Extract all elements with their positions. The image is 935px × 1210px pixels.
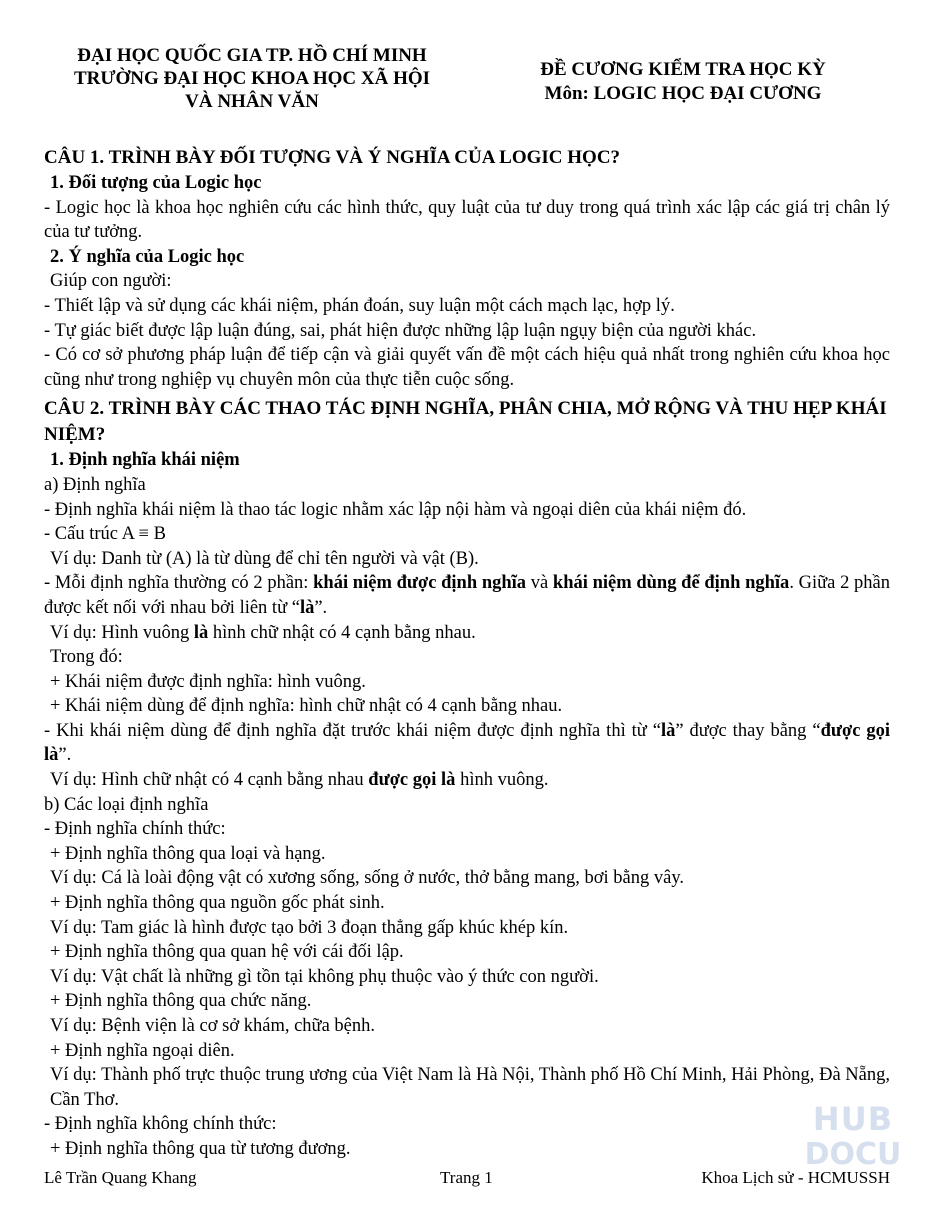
question-2-title: CÂU 2. TRÌNH BÀY CÁC THAO TÁC ĐỊNH NGHĨA, PHÂN CHIA, MỞ RỘNG VÀ THU HẸP KHÁI NIỆM?: [44, 398, 887, 446]
q2-informal-plus: + Định nghĩa thông qua từ tương đương.: [50, 1138, 351, 1159]
q1-item-2: - Tự giác biết được lập luận đúng, sai, phát hiện được những lập luận ngụy biện của người khác.: [44, 320, 757, 341]
q2-type-5: + Định nghĩa ngoại diên.: [50, 1040, 235, 1061]
q2-section-1-heading: 1. Định nghĩa khái niệm: [50, 450, 240, 471]
footer-page-number: Trang 1: [440, 1168, 493, 1187]
exam-title: ĐỀ CƯƠNG KIỂM TRA HỌC KỲ: [540, 59, 826, 80]
q2-type-4: + Định nghĩa thông qua chức năng.: [50, 991, 312, 1012]
q2-type-3: + Định nghĩa thông qua quan hệ với cái đối lập.: [50, 942, 404, 963]
q2-type-2: + Định nghĩa thông qua nguồn gốc phát sinh.: [50, 893, 385, 914]
q2-structure: - Cấu trúc A ≡ B: [44, 524, 166, 545]
q2-formal: - Định nghĩa chính thức:: [44, 819, 226, 840]
q2-parts: - Mỗi định nghĩa thường có 2 phần: khái niệm được định nghĩa và khái niệm dùng để định nghĩa. Giữa 2 phần được kết nối với nhau bởi liên từ “là”.: [44, 573, 890, 618]
q1-item-1: - Thiết lập và sử dụng các khái niệm, phán đoán, suy luận một cách mạch lạc, hợp lý.: [44, 295, 675, 316]
q2-type-1: + Định nghĩa thông qua loại và hạng.: [50, 843, 326, 864]
q2-type-4-example: Ví dụ: Bệnh viện là cơ sở khám, chữa bệnh.: [50, 1016, 376, 1036]
subject-title: Môn: LOGIC HỌC ĐẠI CƯƠNG: [544, 83, 822, 104]
q2-sub-b: b) Các loại định nghĩa: [44, 794, 209, 815]
q1-section-1-heading: 1. Đối tượng của Logic học: [50, 173, 262, 193]
university-line-2: TRƯỜNG ĐẠI HỌC KHOA HỌC XÃ HỘI: [73, 68, 431, 89]
question-1-title: CÂU 1. TRÌNH BÀY ĐỐI TƯỢNG VÀ Ý NGHĨA CỦA LOGIC HỌC?: [44, 147, 621, 168]
q2-type-1-example: Ví dụ: Cá là loài động vật có xương sống, sống ở nước, thở bằng mang, bơi bằng vây.: [50, 868, 684, 889]
q2-example-1: Ví dụ: Danh từ (A) là từ dùng để chỉ tên người và vật (B).: [50, 548, 479, 569]
q2-type-5-example: Ví dụ: Thành phố trực thuộc trung ương của Việt Nam là Hà Nội, Thành phố Hồ Chí Minh, Hải Phòng, Đà Nẵng, Cần Thơ.: [50, 1065, 890, 1110]
q1-section-1-text: - Logic học là khoa học nghiên cứu các hình thức, quy luật của tư duy trong quá trình xác lập các giá trị chân lý của tư tưởng.: [44, 197, 890, 243]
q2-plus-2: + Khái niệm dùng để định nghĩa: hình chữ nhật có 4 cạnh bằng nhau.: [50, 696, 563, 717]
document-body: [44, 145, 890, 1162]
q2-rule: - Khi khái niệm dùng để định nghĩa đặt trước khái niệm được định nghĩa thì từ “là” được thay bằng “được gọi là”.: [44, 720, 890, 766]
q2-example-2: Ví dụ: Hình vuông là hình chữ nhật có 4 cạnh bằng nhau.: [50, 622, 476, 643]
q2-informal: - Định nghĩa không chính thức:: [44, 1114, 277, 1135]
q2-trong-do: Trong đó:: [50, 647, 123, 668]
q1-intro: Giúp con người:: [50, 271, 172, 292]
q2-type-3-example: Ví dụ: Vật chất là những gì tồn tại không phụ thuộc vào ý thức con người.: [50, 966, 599, 987]
university-line-1: ĐẠI HỌC QUỐC GIA TP. HỒ CHÍ MINH: [77, 45, 427, 66]
q2-definition: - Định nghĩa khái niệm là thao tác logic nhằm xác lập nội hàm và ngoại diên của khái niệm đó.: [44, 499, 747, 520]
footer-author: Lê Trần Quang Khang: [44, 1168, 197, 1187]
university-header: [30, 44, 474, 113]
exam-header: [478, 58, 888, 106]
hubdocu-watermark-logo: [801, 1100, 905, 1170]
page-footer: [44, 1168, 890, 1190]
q1-section-2-heading: 2. Ý nghĩa của Logic học: [50, 246, 245, 267]
q2-example-3: Ví dụ: Hình chữ nhật có 4 cạnh bằng nhau được gọi là hình vuông.: [50, 770, 549, 791]
q1-item-3: - Có cơ sở phương pháp luận để tiếp cận và giải quyết vấn đề một cách hiệu quả nhất trong nghiên cứu khoa học cũng như trong nghiệp vụ chuyên môn của thực tiễn cuộc sống.: [44, 345, 890, 390]
q2-sub-a: a) Định nghĩa: [44, 474, 146, 495]
q2-plus-1: + Khái niệm được định nghĩa: hình vuông.: [50, 671, 366, 692]
watermark-line-1: HUB: [812, 1100, 894, 1138]
footer-department: Khoa Lịch sử - HCMUSSH: [701, 1168, 890, 1187]
q2-type-2-example: Ví dụ: Tam giác là hình được tạo bởi 3 đoạn thẳng gấp khúc khép kín.: [50, 917, 569, 938]
watermark-line-2: DOCU: [804, 1137, 902, 1170]
university-line-3: VÀ NHÂN VĂN: [185, 91, 319, 112]
